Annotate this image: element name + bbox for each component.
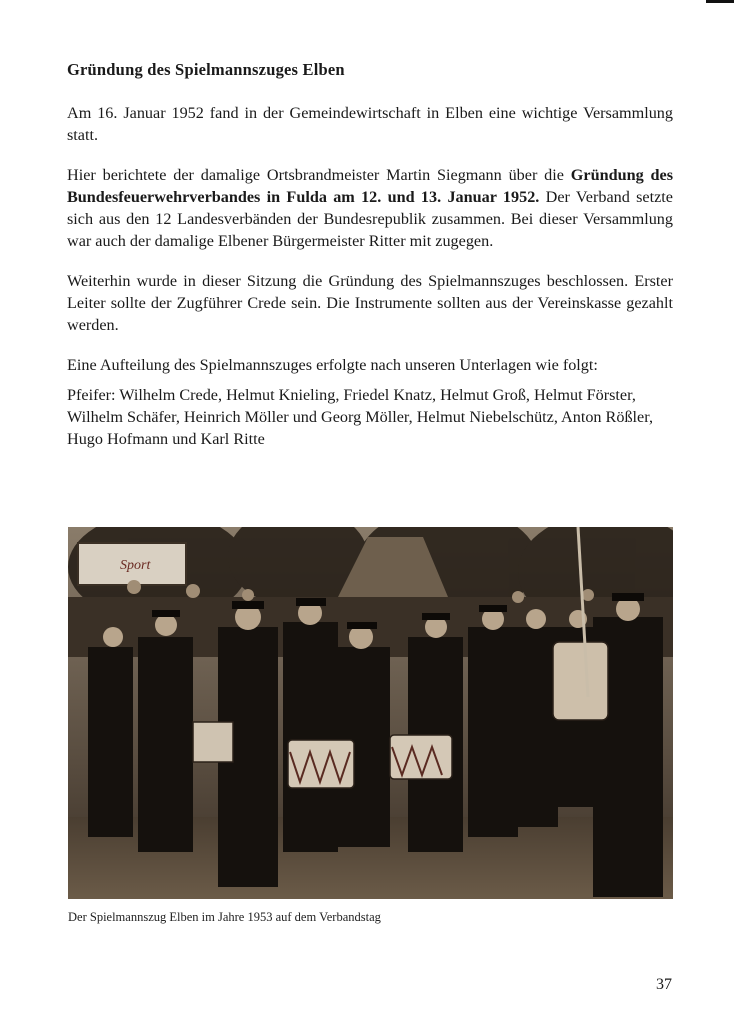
paragraph-division: Eine Aufteilung des Spielmannszuges erfolgte nach unseren Unterlagen wie folgt: xyxy=(67,356,598,374)
section-heading: Gründung des Spielmannszuges Elben xyxy=(67,60,345,79)
report-bold: Gründung des Bundesfeuerwehrverbandes in Fulda am 12. und 13. Januar 1952. xyxy=(67,166,674,206)
photo-sign-text: Sport xyxy=(120,558,151,573)
paragraph-founding: Weiterhin wurde in dieser Sitzung die Gründung des Spielmannszuges beschlossen. Erster Leiter sollte der Zugführer Crede sein. Die Instrumente sollten aus der Vereinskasse gezahlt werden. xyxy=(67,272,673,334)
band-photo xyxy=(68,527,673,899)
photo-caption: Der Spielmannszug Elben im Jahre 1953 auf dem Verbandstag xyxy=(68,910,381,924)
band-photo-illustration xyxy=(68,527,673,899)
text-body xyxy=(67,60,673,450)
report-post: Der Verband setzte sich aus den 12 Landesverbänden der Bundesrepublik zusammen. Bei dieser Versammlung war auch der damalige Elbener Bürgermeister Ritter mit zugegen. xyxy=(67,188,673,250)
corner-mark xyxy=(706,0,734,3)
paragraph-meeting: Am 16. Januar 1952 fand in der Gemeindewirtschaft in Elben eine wichtige Versammlung statt. xyxy=(67,104,673,144)
page-number: 37 xyxy=(656,976,672,993)
report-pre: Hier berichtete der damalige Ortsbrandmeister Martin Siegmann über die xyxy=(67,166,571,184)
paragraph-report xyxy=(67,164,673,252)
pfeifer-list: Pfeifer: Wilhelm Crede, Helmut Knieling, Friedel Knatz, Helmut Groß, Helmut Förster, Wilhelm Schäfer, Heinrich Möller und Georg Möller, Helmut Niebelschütz, Anton Rößler, Hugo Hofmann und Karl Ritte xyxy=(67,386,654,448)
